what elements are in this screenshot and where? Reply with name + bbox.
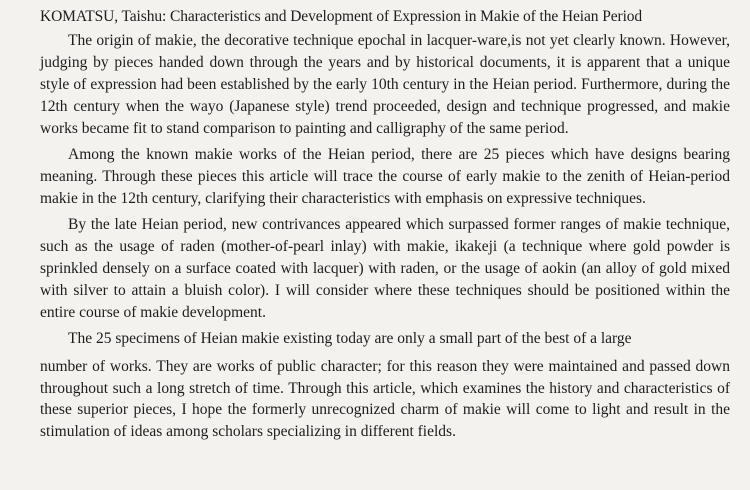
paragraph-specimens xyxy=(40,328,730,443)
paragraph-specimens-first-line: The 25 specimens of Heian makie existing today are only a small part of the best of a large xyxy=(68,330,632,347)
paragraph-known-works: Among the known makie works of the Heian period, there are 25 pieces which have designs bearing meaning. Through these pieces this article will trace the course of early makie to the zenith of Heian-period makie in the 12th century, clarifying their characteristics with emphasis on expressive techniques. xyxy=(40,146,730,207)
paragraph-origin: The origin of makie, the decorative technique epochal in lacquer-ware,is not yet clearly known. However, judging by pieces handed down through the years and by historical documents, it is apparent that a unique style of expression had been established by the early 10th century in the Heian period. Furthermore, during the 12th century when the wayo (Japanese style) trend proceeded, design and technique progressed, and makie works became fit to stand comparison to painting and calligraphy of the same period. xyxy=(40,32,730,137)
article-title: KOMATSU, Taishu: Characteristics and Development of Expression in Makie of the Heian Period xyxy=(40,8,643,25)
paragraph-specimens-rest: number of works. They are works of public character; for this reason they were maintained and passed down throughout such a long stretch of time. Through this article, which examines the history and characteristics of these superior pieces, I hope the formerly unrecognized charm of makie will come to light and result in the stimulation of ideas among scholars specializing in different fields. xyxy=(40,357,730,441)
paragraph-late-heian: By the late Heian period, new contrivances appeared which surpassed former ranges of makie technique, such as the usage of raden (mother-of-pearl inlay) with makie, ikakeji (a technique where gold powder is sprinkled densely on a surface coated with lacquer) with raden, or the usage of aokin (an alloy of gold mixed with silver to attain a bluish color). I will consider where these techniques should be positioned within the entire course of makie development. xyxy=(40,216,730,321)
